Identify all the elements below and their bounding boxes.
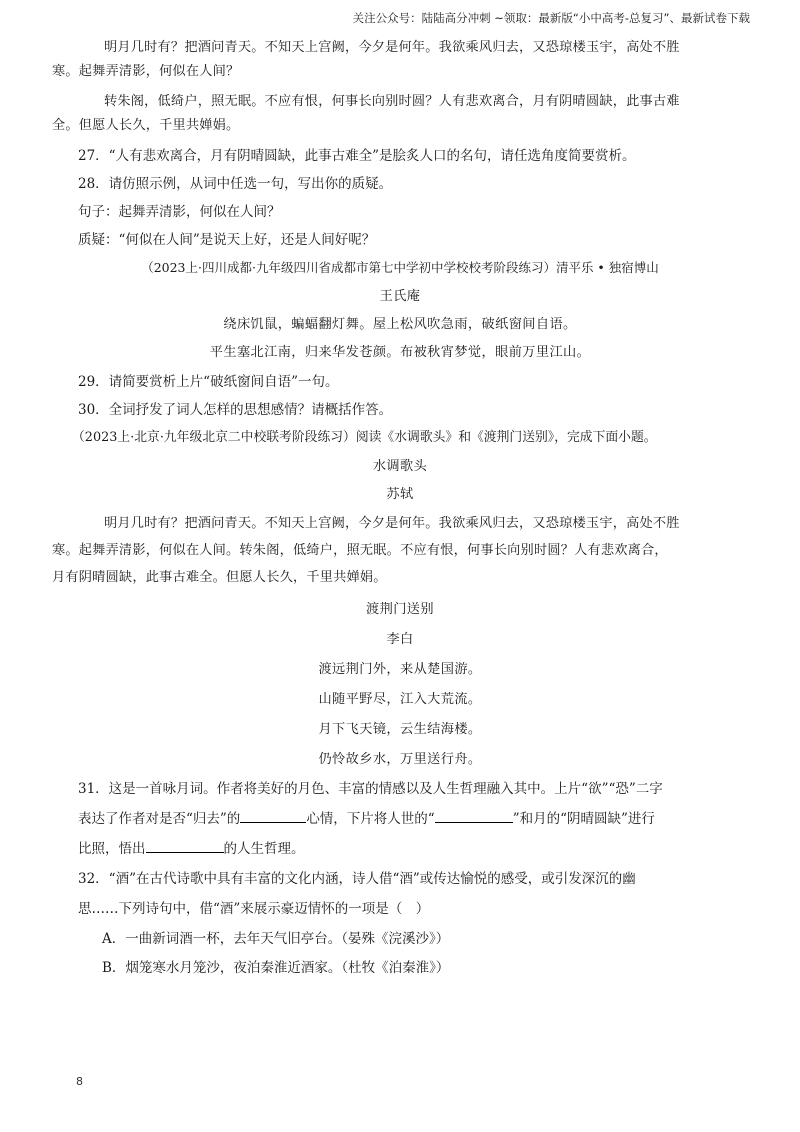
question-30: 30．全词抒发了词人怎样的思想感情？请概括作答。 — [78, 402, 393, 418]
poem-author: 苏轼 — [386, 487, 414, 502]
option-b[interactable]: B．烟笼寒水月笼沙，夜泊秦淮近酒家。（杜牧《泊秦淮》） — [102, 960, 450, 976]
poem-line: 渡远荆门外，来从楚国游。 — [318, 662, 482, 677]
poem-line: 山随平野尽，江入大荒流。 — [318, 692, 482, 707]
poem-line: 仍怜故乡水，万里送行舟。 — [318, 752, 482, 767]
source-note-2: （2023上·北京·九年级北京二中校联考阶段练习）阅读《水调歌头》和《渡荆门送别》，完成下面小题。 — [72, 430, 657, 445]
question-32: 32．“酒”在古代诗歌中具有丰富的文化内涵，诗人借“酒”或传达愉悦的感受，或引发深沉的幽 思……下列诗句中，借“酒”来展示豪迈情怀的一项是（ ） A．一曲新词酒一杯，去年天气旧亭台。（晏殊《浣溪沙》） B．烟笼寒水月笼沙，夜泊秦淮近酒家。（杜牧《泊秦淮》） — [78, 867, 722, 980]
document-body — [52, 36, 722, 985]
example-sentence: 句子：起舞弄清影，何似在人间？ — [78, 204, 281, 220]
source-note-1: （2023上·四川成都·九年级四川省成都市第七中学初中学校校考阶段练习）清平乐 • 独宿博山 — [141, 260, 659, 275]
poem-author: 李白 — [386, 632, 414, 647]
answer-blank[interactable] — [435, 808, 513, 823]
page-header: 关注公众号：陆陆高分冲刺 ~领取：最新版“小中高考-总复习”、最新试卷下载 — [352, 11, 750, 25]
page-number: 8 — [76, 1075, 83, 1088]
poem-shuidiao-block — [52, 36, 722, 138]
question-27: 27．“人有悲欢离合，月有阴晴圆缺，此事古难全”是脍炙人口的名句，请任选角度简要赏析。 — [78, 148, 636, 164]
poem-body: 明月几时有？把酒问青天。不知天上宫阙，今夕是何年。我欲乘风归去，又恐琼楼玉宇，高处不胜 寒。起舞弄清影，何似在人间。转朱阁，低绮户，照无眠。不应有恨，何事长向别时圆？人有悲欢离合， 月有阴晴圆缺，此事古难全。但愿人长久，千里共婵娟。 — [52, 516, 680, 585]
question-29: 29．请简要赏析上片“破纸窗间自语”一句。 — [78, 374, 339, 390]
poem-line: 月下飞天镜，云生结海楼。 — [318, 722, 482, 737]
example-question: 质疑：“何似在人间”是说天上好，还是人间好呢？ — [78, 232, 376, 248]
answer-blank[interactable] — [240, 808, 306, 823]
question-31: 31．这是一首咏月词。作者将美好的月色、丰富的情感以及人生哲理融入其中。上片“欲”“恐”二字 表达了作者对是否“归去”的 心情，下片将人世的“ ”和月的“阴晴圆缺”进行 比照，悟出 的人生哲理。 — [78, 781, 663, 857]
poem-title: 渡荆门送别 — [366, 602, 434, 617]
poem-line: 绕床饥鼠，蝙蝠翻灯舞。屋上松风吹急雨，破纸窗间自语。 — [223, 317, 577, 332]
poem-line: 明月几时有？把酒问青天。不知天上宫阙，今夕是何年。我欲乘风归去，又恐琼楼玉宇，高处不胜 寒。起舞弄清影，何似在人间？ — [52, 40, 680, 79]
poem-line: 转朱阁，低绮户，照无眠。不应有恨，何事长向别时圆？人有悲欢离合，月有阴晴圆缺，此事古难 全。但愿人长久，千里共婵娟。 — [52, 94, 680, 133]
poem-line: 平生塞北江南，归来华发苍颜。布被秋宵梦觉，眼前万里江山。 — [209, 345, 591, 360]
answer-blank[interactable] — [146, 838, 224, 853]
question-28: 28．请仿照示例，从词中任选一句，写出你的质疑。 — [78, 176, 393, 192]
poem-author: 王氏庵 — [379, 289, 421, 304]
option-a[interactable]: A．一曲新词酒一杯，去年天气旧亭台。（晏殊《浣溪沙》） — [102, 931, 450, 947]
poem-title: 水调歌头 — [372, 459, 428, 474]
